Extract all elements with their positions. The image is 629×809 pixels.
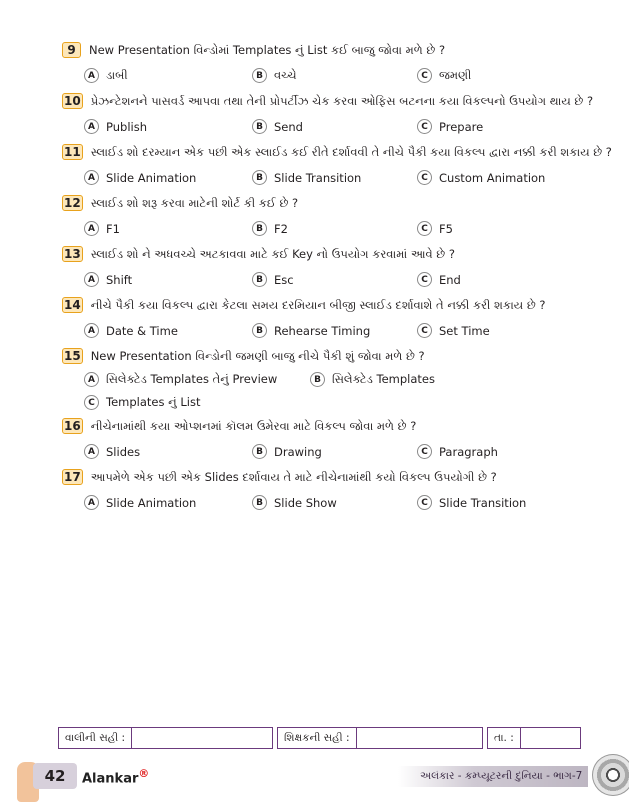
option-a[interactable]	[84, 68, 252, 83]
options	[62, 368, 622, 414]
option-c[interactable]	[417, 119, 483, 134]
option-text: F5	[439, 221, 453, 236]
signature-strip	[58, 727, 581, 749]
option-text: Rehearse Timing	[274, 323, 371, 338]
options	[62, 317, 622, 344]
series-title: અલંકાર - કમ્પ્યૂટરની દુનિયા - ભાગ-7	[420, 770, 583, 782]
option-text: સિલેક્ટેડ Templates તેનું Preview	[106, 372, 278, 386]
options	[62, 438, 622, 465]
option-text: Drawing	[274, 444, 322, 459]
option-letter: B	[310, 372, 325, 387]
question-9	[62, 38, 622, 89]
teacher-signature-box[interactable]	[277, 727, 483, 749]
option-letter: B	[252, 444, 267, 459]
question-number: 10	[64, 94, 81, 108]
option-letter: C	[84, 395, 99, 410]
option-letter: A	[84, 68, 99, 83]
option-text: Slide Transition	[439, 495, 527, 510]
options	[62, 113, 622, 140]
question-11	[62, 140, 622, 191]
option-text: Set Time	[439, 323, 490, 338]
option-letter: B	[252, 221, 267, 236]
question-text: New Presentation વિન્ડોની જમણી બાજુ નીચે પૈકી શું જોવા મળે છે ?	[90, 348, 425, 363]
option-letter: B	[252, 119, 267, 134]
question-text: સ્લાઈડ શો શરૂ કરવા માટેની શોર્ટ કી કઈ છે ?	[90, 195, 299, 210]
option-b[interactable]	[252, 68, 417, 83]
option-letter: C	[417, 272, 432, 287]
brand-logo	[82, 767, 149, 786]
option-letter: C	[417, 68, 432, 83]
option-text: જમણી	[439, 68, 472, 82]
option-text: Paragraph	[439, 444, 498, 459]
option-a[interactable]	[84, 272, 252, 287]
page-number: 42	[33, 763, 77, 789]
question-number: 13	[64, 247, 81, 261]
question-16	[62, 414, 622, 465]
question-14	[62, 293, 622, 344]
option-text: Shift	[106, 272, 133, 287]
question-17	[62, 465, 622, 516]
option-text: End	[439, 272, 461, 287]
option-c[interactable]	[417, 495, 526, 510]
option-letter: B	[252, 495, 267, 510]
option-text: વચ્ચે	[274, 68, 297, 82]
option-text: Slide Animation	[106, 495, 197, 510]
option-text: ડાબી	[106, 68, 128, 82]
option-c[interactable]	[417, 444, 498, 459]
option-a[interactable]	[84, 221, 252, 236]
option-text: સિલેક્ટેડ Templates	[332, 372, 435, 386]
options	[62, 164, 622, 191]
option-b[interactable]	[252, 495, 417, 510]
question-number: 9	[62, 42, 81, 58]
option-c[interactable]	[417, 323, 490, 338]
option-a[interactable]	[84, 119, 252, 134]
option-text: Custom Animation	[439, 170, 546, 185]
option-text: Esc	[274, 272, 294, 287]
option-a[interactable]	[84, 323, 252, 338]
question-12	[62, 191, 622, 242]
option-a[interactable]	[84, 444, 252, 459]
option-text: Slide Transition	[274, 170, 362, 185]
question-number: 11	[64, 145, 81, 159]
option-letter: B	[252, 272, 267, 287]
option-b[interactable]	[252, 272, 417, 287]
option-a[interactable]	[84, 495, 252, 510]
option-letter: B	[252, 170, 267, 185]
question-number: 12	[64, 196, 81, 210]
option-text: Slide Show	[274, 495, 337, 510]
option-letter: C	[417, 119, 432, 134]
question-number: 15	[64, 349, 81, 363]
option-letter: A	[84, 272, 99, 287]
option-text: Templates નું List	[106, 395, 201, 409]
brand-name: Alankar	[82, 771, 139, 787]
option-text: Send	[274, 119, 303, 134]
option-text: Slide Animation	[106, 170, 197, 185]
option-letter: B	[252, 323, 267, 338]
option-letter: A	[84, 372, 99, 387]
date-box[interactable]	[487, 727, 581, 749]
registered-mark: ®	[138, 767, 150, 780]
question-15	[62, 344, 622, 414]
question-text: પ્રેઝન્ટેશનને પાસવર્ડ આપવા તથા તેની પ્રોપર્ટીઝ ચેક કરવા ઓફિસ બટનના કયા વિકલ્પનો ઉપયોગ થાય છે ?	[90, 93, 594, 108]
option-letter: A	[84, 170, 99, 185]
date-label: તા. :	[494, 728, 521, 748]
option-text: Prepare	[439, 119, 484, 134]
option-letter: A	[84, 444, 99, 459]
question-10	[62, 89, 622, 140]
option-letter: C	[417, 170, 432, 185]
option-a[interactable]	[84, 170, 252, 185]
option-letter: A	[84, 119, 99, 134]
question-text: સ્લાઈડ શો ને અધવચ્ચે અટકાવવા માટે કઈ Key નો ઉપયોગ કરવામાં આવે છે ?	[90, 246, 455, 261]
option-c[interactable]	[417, 68, 471, 83]
option-c[interactable]	[417, 272, 461, 287]
option-letter: C	[417, 444, 432, 459]
option-text: Publish	[106, 119, 147, 134]
option-c[interactable]	[84, 395, 200, 410]
option-letter: A	[84, 323, 99, 338]
option-c[interactable]	[417, 170, 545, 185]
question-number: 14	[64, 298, 81, 312]
parent-signature-box[interactable]	[58, 727, 273, 749]
question-text: નીચે પૈકી કયા વિકલ્પ દ્વારા કેટલા સમય દરમિયાન બીજી સ્લાઈડ દર્શાવાશે તે નક્કી કરી શકાય છે ?	[90, 297, 546, 312]
option-letter: A	[84, 495, 99, 510]
question-list	[62, 38, 622, 516]
question-number: 17	[64, 470, 81, 484]
options	[62, 266, 622, 293]
option-text: Slides	[106, 444, 141, 459]
question-text: New Presentation વિન્ડોમાં Templates નું List કઈ બાજુ જોવા મળે છે ?	[89, 42, 446, 57]
option-a[interactable]	[84, 372, 310, 387]
option-text: Date & Time	[106, 323, 178, 338]
option-c[interactable]	[417, 221, 453, 236]
question-text: આપમેળે એક પછી એક Slides દર્શાવાય તે માટે નીચેનામાંથી કયો વિકલ્પ ઉપયોગી છે ?	[90, 469, 497, 484]
option-b[interactable]	[252, 444, 417, 459]
options	[62, 62, 622, 89]
option-b[interactable]	[252, 119, 417, 134]
option-text: F2	[274, 221, 288, 236]
teacher-signature-label: શિક્ષકની સહી :	[284, 728, 357, 748]
options	[62, 489, 622, 516]
parent-signature-label: વાલીની સહી :	[65, 728, 132, 748]
option-b[interactable]	[252, 221, 417, 236]
question-13	[62, 242, 622, 293]
cd-disc-icon	[592, 754, 629, 796]
option-letter: B	[252, 68, 267, 83]
options	[62, 215, 622, 242]
question-number: 16	[64, 419, 81, 433]
question-text: નીચેનામાંથી કયા ઓપ્શનમાં કૉલમ ઉમેરવા માટે વિકલ્પ જોવા મળે છે ?	[90, 418, 417, 433]
option-letter: C	[417, 323, 432, 338]
option-letter: C	[417, 495, 432, 510]
option-text: F1	[106, 221, 120, 236]
option-b[interactable]	[252, 170, 417, 185]
question-text: સ્લાઈડ શો દરમ્યાન એક પછી એક સ્લાઈડ કઈ રીતે દર્શાવવી તે નીચે પૈકી કયા વિકલ્પ દ્વારા નક્કી કરી શકાય છે ?	[90, 144, 612, 159]
option-b[interactable]	[310, 372, 475, 387]
option-letter: C	[417, 221, 432, 236]
option-b[interactable]	[252, 323, 417, 338]
option-letter: A	[84, 221, 99, 236]
